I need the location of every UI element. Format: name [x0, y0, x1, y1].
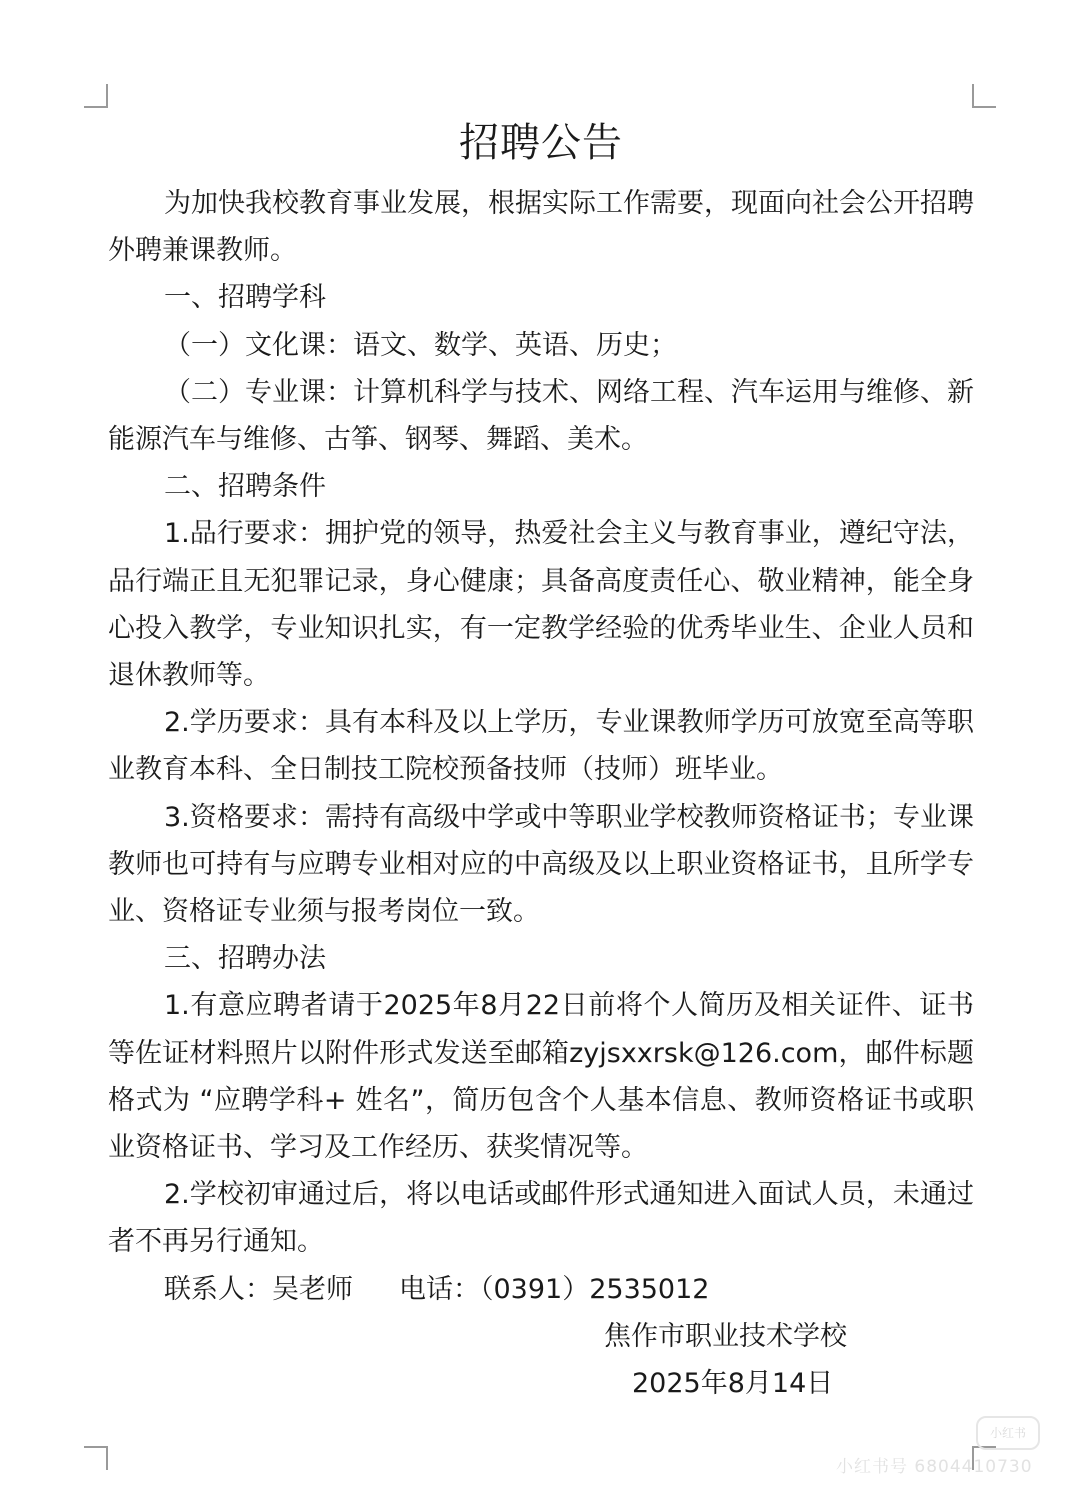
section1-heading: 一、招聘学科 [164, 282, 326, 314]
page-corner-top-left [84, 84, 108, 108]
signature-date: 2025年8月14日 [632, 1368, 834, 1400]
watermark-logo: 小红书 [976, 1416, 1040, 1450]
contact-person: 联系人：吴老师 [164, 1273, 353, 1305]
intro-paragraph: 为加快我校教育事业发展，根据实际工作需要，现面向社会公开招聘外聘兼课教师。 [108, 188, 974, 267]
section3-heading: 三、招聘办法 [164, 943, 326, 975]
page-corner-bottom-left [84, 1446, 108, 1470]
watermark-text: 小红书号 6804410730 [836, 1457, 1033, 1477]
section3-item2: 2.学校初审通过后，将以电话或邮件形式通知进入面试人员，未通过者不再另行通知。 [108, 1179, 974, 1258]
contact-line [108, 1266, 974, 1313]
document-title: 招聘公告 [459, 120, 623, 166]
page-corner-top-right [972, 84, 996, 108]
document-page [108, 112, 974, 1407]
section2-heading: 二、招聘条件 [164, 471, 326, 503]
section2-item3: 3.资格要求：需持有高级中学或中等职业学校教师资格证书；专业课教师也可持有与应聘专业相对应的中高级及以上职业资格证书，且所学专业、资格证专业须与报考岗位一致。 [108, 801, 974, 928]
contact-phone: 电话：（0391）2535012 [399, 1273, 710, 1305]
section2-item1: 1.品行要求：拥护党的领导，热爱社会主义与教育事业，遵纪守法，品行端正且无犯罪记录，身心健康；具备高度责任心、敬业精神，能全身心投入教学，专业知识扎实，有一定教学经验的优秀毕业生、企业人员和退休教师等。 [108, 518, 974, 692]
section1-item1: （一）文化课：语文、数学、英语、历史； [164, 329, 677, 361]
section3-item1: 1.有意应聘者请于2025年8月22日前将个人简历及相关证件、证书等佐证材料照片以附件形式发送至邮箱zyjsxxrsk@126.com，邮件标题格式为 “应聘学科+ 姓名”，简历包含个人基本信息、教师资格证书或职业资格证书、学习及工作经历、获奖情况等。 [108, 990, 974, 1164]
section2-item2: 2.学历要求：具有本科及以上学历，专业课教师学历可放宽至高等职业教育本科、全日制技工院校预备技师（技师）班毕业。 [108, 707, 974, 786]
signature-organization: 焦作市职业技术学校 [604, 1320, 847, 1352]
section1-item2: （二）专业课：计算机科学与技术、网络工程、汽车运用与维修、新能源汽车与维修、古筝、钢琴、舞蹈、美术。 [108, 376, 974, 456]
